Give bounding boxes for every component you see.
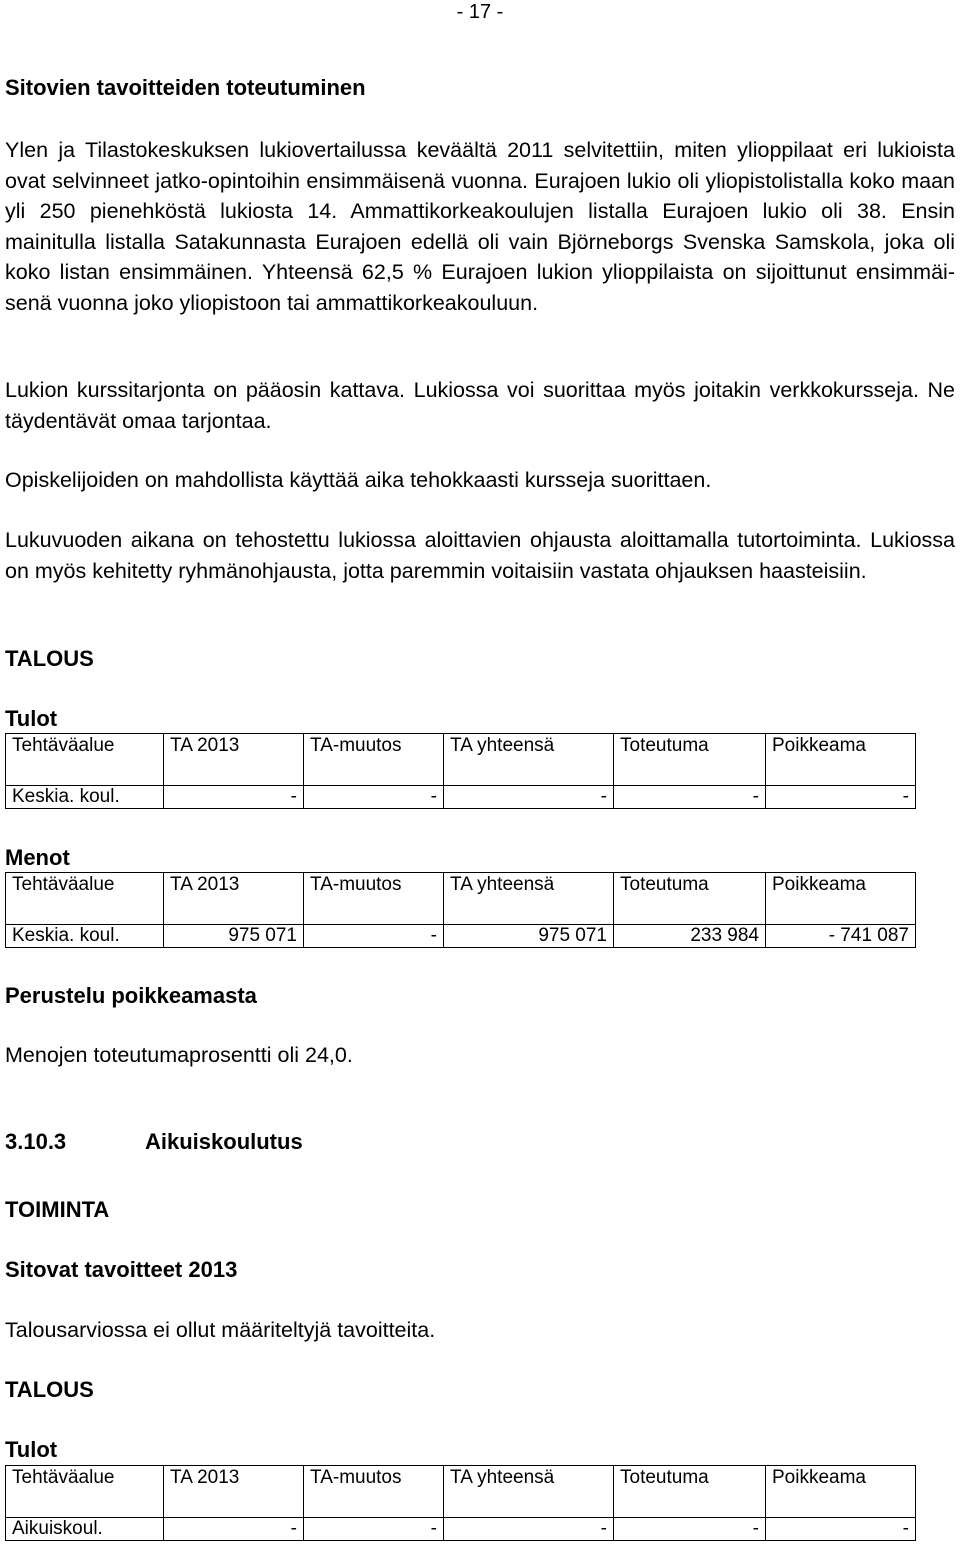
cell-tehtavaalue: Keskia. koul. [6,925,164,948]
cell-poikkeama: - [766,1518,916,1541]
toiminta-heading: TOIMINTA [5,1197,110,1222]
table-header-row [6,1466,916,1518]
cell-ta-muutos: - [304,925,444,948]
cell-toteutuma: - [614,786,766,809]
col-header-ta-yhteensa: TA yhteensä [444,1466,614,1518]
cell-ta-2013: 975 071 [164,925,304,948]
col-header-toteutuma: Toteutuma [614,1466,766,1518]
col-header-ta-muutos: TA-muutos [304,734,444,786]
col-header-ta-yhteensa: TA yhteensä [444,873,614,925]
cell-poikkeama: - 741 087 [766,925,916,948]
col-header-ta-muutos: TA-muutos [304,1466,444,1518]
tulot-heading: Tulot [5,706,58,731]
section-title: Aikuiskoulutus [145,1129,303,1154]
col-header-ta-2013: TA 2013 [164,873,304,925]
paragraph-courses: Lukion kurssitarjonta on pääosin kattava. Lukiossa voi suorittaa myös joitakin verkkokursseja. Ne täydentävät omaa tarjontaa. [5,378,955,433]
table-header-row [6,873,916,925]
table-tulot-aikuis [5,1465,916,1541]
paragraph-comparison: Ylen ja Tilastokeskuksen lukiovertailussa keväältä 2011 selvitettiin, miten ylioppilaat eri lukioista ovat selvinneet jatko-opintoihin ensimmäisenä vuonna. Eurajoen lukio oli yliopistolistalla koko maan yli 250 pienehköstä lukiosta 14. Ammattikorkeakoulujen listalla Eurajoen lukio oli 38. Ensin mainitulla listalla Satakunnasta Eurajoen edellä oli vain Björneborgs Svenska Samskola, joka oli koko listan ensimmäinen. Yhteensä 62,5 % Eurajoen lukion ylioppilaista on sijoittunut ensimmäisenä vuonna joko yliopistoon tai ammattikorkeakouluun. [5,138,955,315]
col-header-toteutuma: Toteutuma [614,734,766,786]
cell-ta-muutos: - [304,1518,444,1541]
col-header-ta-yhteensa: TA yhteensä [444,734,614,786]
cell-ta-muutos: - [304,786,444,809]
col-header-toteutuma: Toteutuma [614,873,766,925]
col-header-ta-2013: TA 2013 [164,1466,304,1518]
col-header-poikkeama: Poikkeama [766,734,916,786]
cell-ta-yhteensa: - [444,786,614,809]
perustelu-heading: Perustelu poikkeamasta [5,983,257,1008]
col-header-tehtavaalue: Tehtäväalue [6,873,164,925]
menot-heading: Menot [5,845,70,870]
cell-poikkeama: - [766,786,916,809]
col-header-tehtavaalue: Tehtäväalue [6,734,164,786]
table-tulot-keskia [5,733,916,809]
tulot-heading-2: Tulot [5,1437,58,1462]
talous-heading: TALOUS [5,646,94,671]
cell-ta-yhteensa: - [444,1518,614,1541]
paragraph-efficiency: Opiskelijoiden on mahdollista käyttää aika tehokkaasti kursseja suorittaen. [5,468,712,492]
cell-toteutuma: 233 984 [614,925,766,948]
col-header-poikkeama: Poikkeama [766,1466,916,1518]
cell-tehtavaalue: Aikuiskoul. [6,1518,164,1541]
sitovat-heading: Sitovat tavoitteet 2013 [5,1257,238,1282]
cell-ta-2013: - [164,786,304,809]
col-header-ta-2013: TA 2013 [164,734,304,786]
col-header-poikkeama: Poikkeama [766,873,916,925]
cell-ta-2013: - [164,1518,304,1541]
col-header-tehtavaalue: Tehtäväalue [6,1466,164,1518]
heading-goals: Sitovien tavoitteiden toteutuminen [5,75,366,100]
page-number: - 17 - [456,1,504,23]
paragraph-guidance: Lukuvuoden aikana on tehostettu lukiossa aloittavien ohjausta aloittamalla tutortoiminta. Lukiossa on myös kehitetty ryhmänohjausta, jotta paremmin voitaisiin vastata ohjauksen haasteisiin. [5,528,955,583]
table-menot-keskia [5,872,916,948]
sitovat-text: Talousarviossa ei ollut määriteltyjä tavoitteita. [5,1318,436,1342]
section-heading [5,1129,303,1155]
table-header-row [6,734,916,786]
cell-toteutuma: - [614,1518,766,1541]
cell-ta-yhteensa: 975 071 [444,925,614,948]
cell-tehtavaalue: Keskia. koul. [6,786,164,809]
table-row [6,786,916,809]
table-row [6,1518,916,1541]
talous-heading-2: TALOUS [5,1377,94,1402]
col-header-ta-muutos: TA-muutos [304,873,444,925]
section-number: 3.10.3 [5,1129,67,1154]
table-row [6,925,916,948]
perustelu-text: Menojen toteutumaprosentti oli 24,0. [5,1043,353,1067]
